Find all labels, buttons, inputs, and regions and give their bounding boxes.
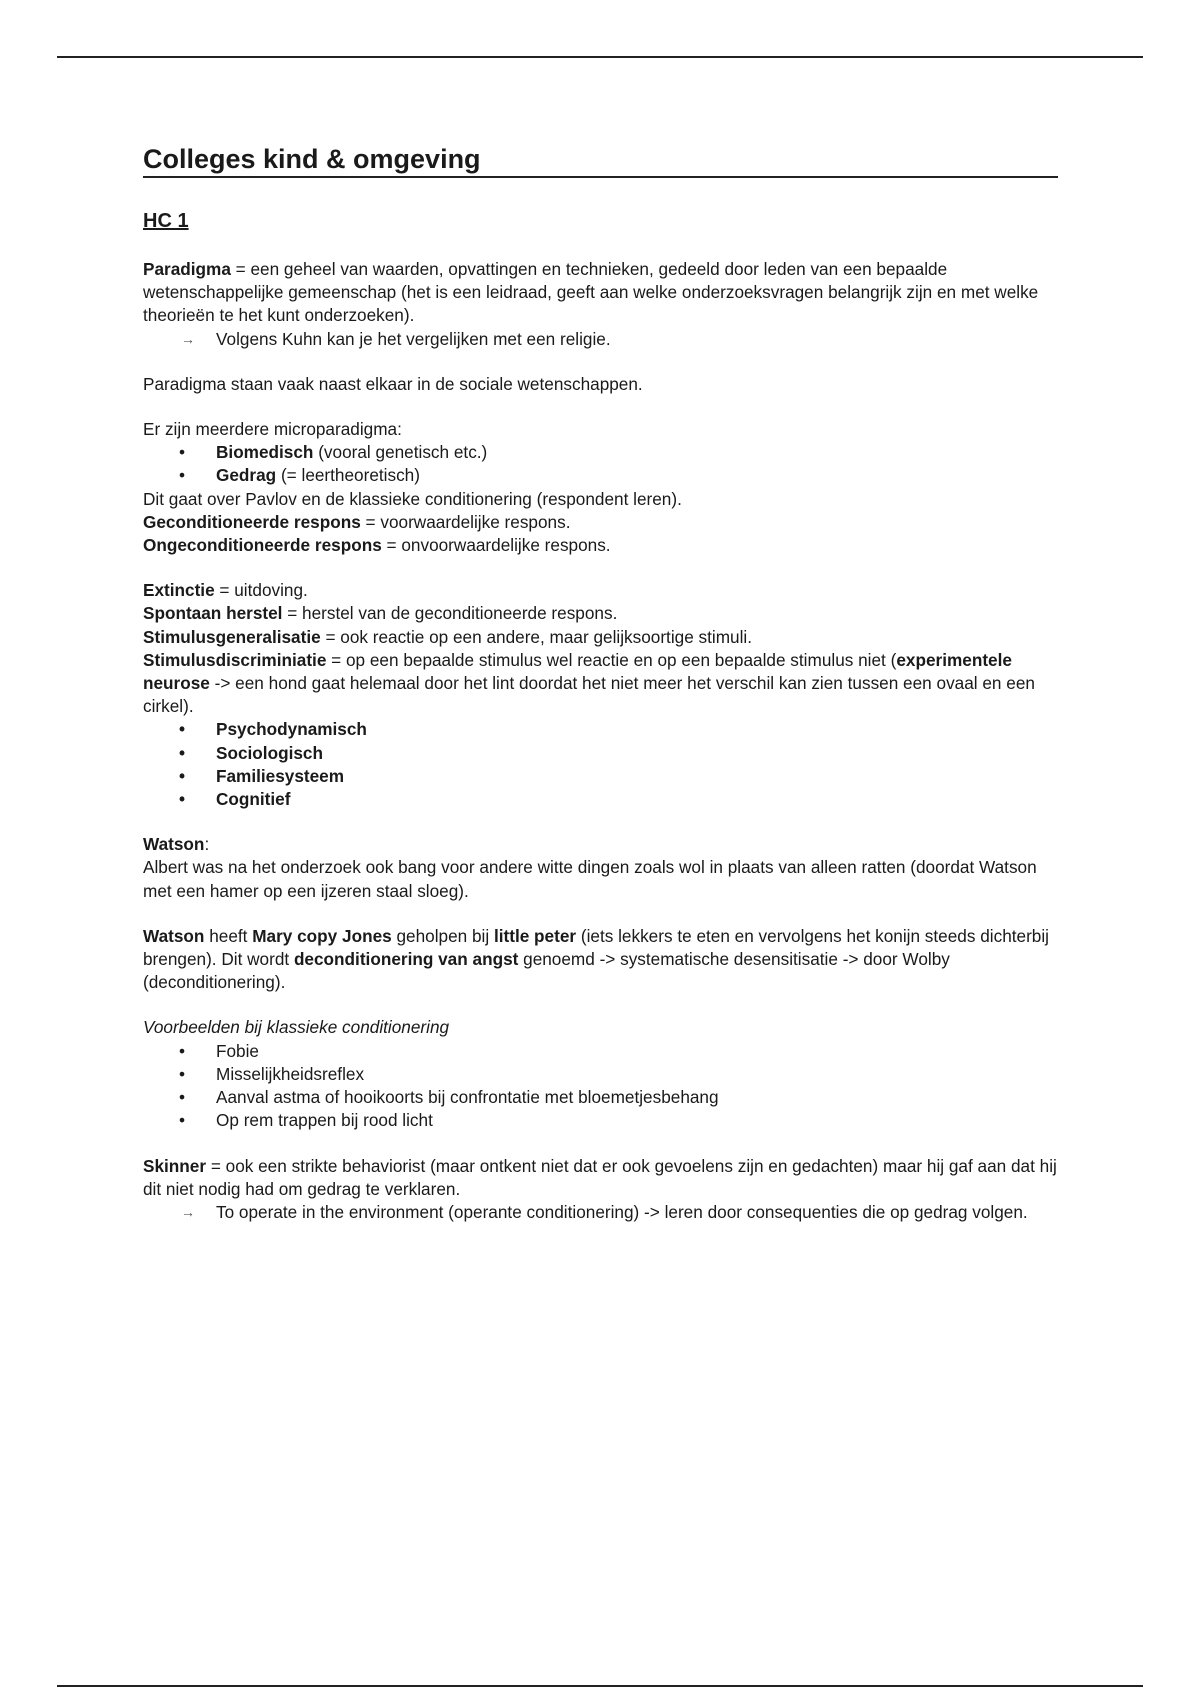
paragraph: Er zijn meerdere microparadigma: — [143, 419, 402, 440]
paragraph — [143, 925, 1058, 995]
definition — [143, 626, 1058, 649]
page-title: Colleges kind & omgeving — [143, 143, 1058, 178]
list-term: Biomedisch — [216, 442, 314, 463]
list-item: • Fobie — [143, 1040, 1058, 1063]
list-text: (vooral genetisch etc.) — [313, 442, 488, 463]
text: (iets lekkers te eten en vervolgens het konijn steeds dichterbij brengen). Dit wordt — [143, 925, 1050, 970]
list-item: • Aanval astma of hooikoorts bij confrontatie met bloemetjesbehang — [143, 1086, 1058, 1109]
definition-text: = uitdoving. — [214, 580, 308, 601]
text: geholpen bij — [391, 925, 494, 946]
paragraph: Albert was na het onderzoek ook bang voor andere witte dingen zoals wol in plaats van alleen ratten (doordat Watson met een hamer op een ijzeren staal sloeg). — [143, 857, 1037, 901]
definition-text: -> een hond gaat helemaal door het lint doordat het niet meer het verschil kan zien tussen een ovaal en een cirkel). — [143, 673, 1035, 717]
arrow-note: → Volgens Kuhn kan je het vergelijken met een religie. — [143, 328, 1058, 351]
list-item: • Misselijkheidsreflex — [143, 1063, 1058, 1086]
term: Watson — [143, 834, 205, 855]
section-heading: HC 1 — [143, 210, 189, 232]
term: little peter — [493, 925, 577, 946]
term: Mary copy Jones — [252, 925, 392, 946]
definition-text: = ook een strikte behaviorist (maar ontkent niet dat er ook gevoelens zijn en gedachten) maar hij gaf aan dat hij dit niet nodig had om gedrag te verklaren. — [143, 1155, 1057, 1199]
arrow-note: → To operate in the environment (operante conditionering) -> leren door consequenties die op gedrag volgen. — [143, 1201, 1058, 1224]
list-item: • Familiesysteem — [143, 765, 1058, 788]
text: heeft — [204, 925, 253, 946]
definition-text: = op een bepaalde stimulus wel reactie en op een bepaalde stimulus niet ( — [326, 649, 897, 670]
microparadigma-list — [143, 441, 1058, 487]
colon: : — [204, 834, 210, 855]
list-item: • Op rem trappen bij rood licht — [143, 1109, 1058, 1132]
term: Stimulusdiscriminiatie — [143, 649, 327, 670]
definition — [143, 579, 1058, 602]
term: Spontaan herstel — [143, 603, 283, 624]
term: Watson — [143, 925, 205, 946]
text: genoemd -> systematische desensitisatie -> door Wolby (deconditionering). — [143, 949, 950, 993]
definition — [143, 534, 1058, 557]
list-item: • Psychodynamisch — [143, 718, 1058, 741]
paradigma-definition: = een geheel van waarden, opvattingen en technieken, gedeeld door leden van een bepaalde wetenschappelijke gemeenschap (het is een leidraad, geeft aan welke onderzoeksvragen belangrijk zijn en met welke theorieën te het kunt onderzoeken). — [143, 259, 1039, 326]
paragraph: Dit gaat over Pavlov en de klassieke conditionering (respondent leren). — [143, 488, 682, 509]
list-item: • Sociologisch — [143, 742, 1058, 765]
definition-text: = herstel van de geconditioneerde respons. — [282, 603, 618, 624]
paradigma-paragraph — [143, 258, 1058, 328]
term: experimentele neurose — [143, 649, 1012, 694]
term: Extinctie — [143, 580, 215, 601]
definition — [143, 1155, 1058, 1201]
paradigm-list — [143, 718, 1058, 811]
term: Stimulusgeneralisatie — [143, 626, 321, 647]
definition-text: = onvoorwaardelijke respons. — [381, 535, 611, 556]
examples-heading: Voorbeelden bij klassieke conditionering — [143, 1017, 450, 1038]
list-item — [143, 464, 1058, 487]
bottom-rule — [57, 1685, 1143, 1687]
definition-text: = voorwaardelijke respons. — [360, 511, 571, 532]
document-body — [143, 143, 1058, 1224]
list-text: (= leertheoretisch) — [276, 465, 420, 486]
examples-list — [143, 1040, 1058, 1133]
term: Ongeconditioneerde respons — [143, 535, 382, 556]
definition — [143, 602, 1058, 625]
term: Skinner — [143, 1155, 207, 1176]
paragraph: Paradigma staan vaak naast elkaar in de sociale wetenschappen. — [143, 373, 643, 394]
term: deconditionering van angst — [293, 949, 519, 970]
watson-heading — [143, 833, 1058, 856]
top-rule — [57, 56, 1143, 58]
list-item: • Cognitief — [143, 788, 1058, 811]
definition-text: = ook reactie op een andere, maar gelijksoortige stimuli. — [320, 626, 753, 647]
term: Geconditioneerde respons — [143, 511, 361, 532]
list-item — [143, 441, 1058, 464]
definition — [143, 511, 1058, 534]
term-paradigma: Paradigma — [143, 259, 231, 279]
list-term: Gedrag — [216, 465, 277, 486]
definition — [143, 649, 1058, 719]
